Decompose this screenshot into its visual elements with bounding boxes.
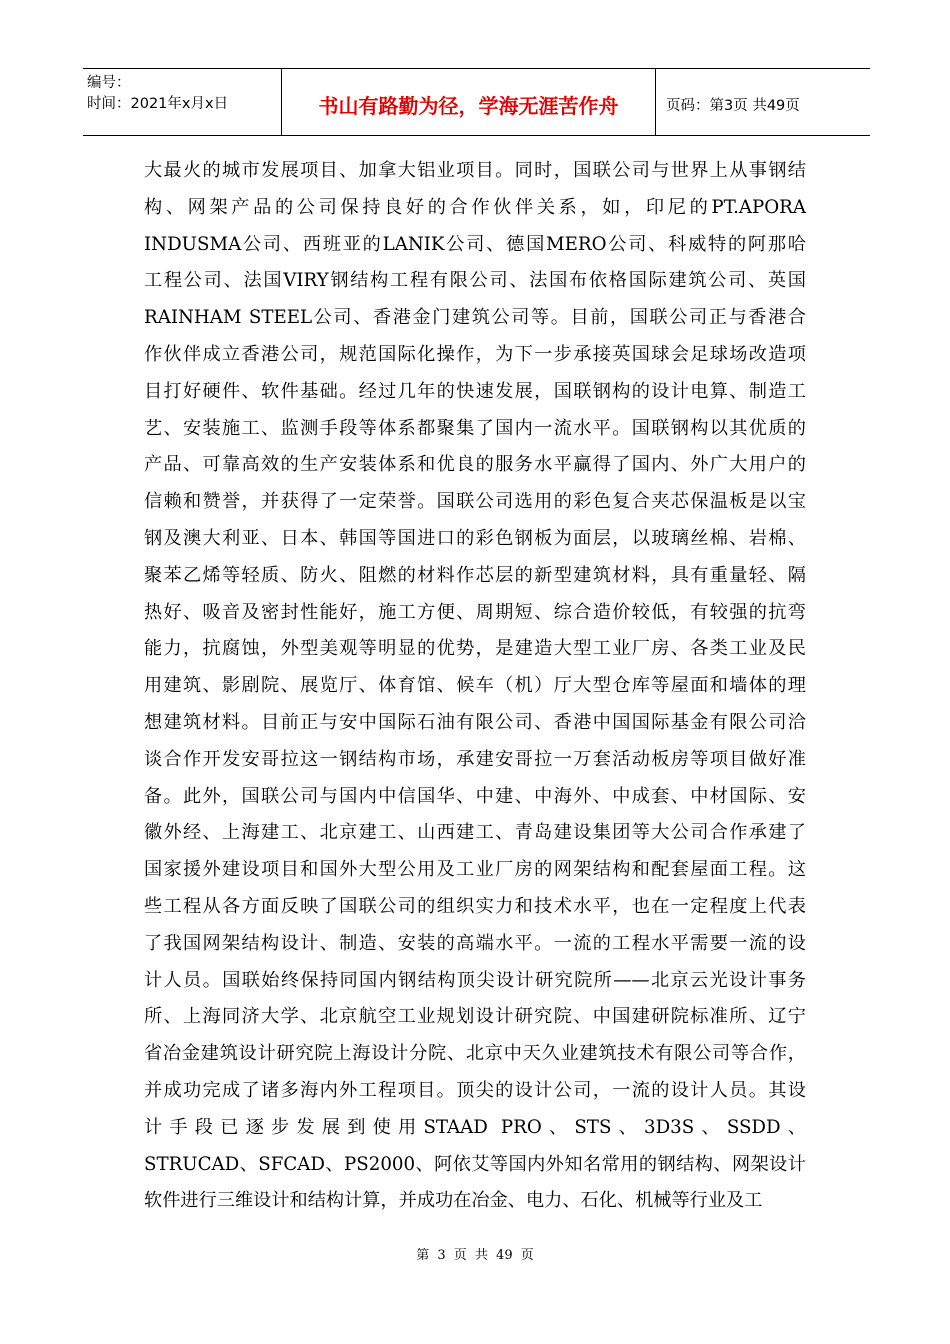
body-line: 大最火的城市发展项目、加拿大铝业项目。同时，国联公司与世界上从事钢结: [144, 160, 806, 181]
body-line: 谈合作开发安哥拉这一钢结构市场，承建安哥拉一万套活动板房等项目做好准: [144, 748, 806, 770]
body-line: 计人员。国联始终保持同国内钢结构顶尖设计研究院所——北京云光设计事务: [144, 969, 806, 991]
body-line: 国家援外建设项目和国外大型公用及工业厂房的网架结构和配套屋面工程。这: [144, 859, 806, 881]
body-line: 产品、可靠高效的生产安装体系和优良的服务水平赢得了国内、外广大用户的: [144, 454, 806, 476]
body-line: STRUCAD、SFCAD、PS2000、阿依艾等国内外知名常用的钢结构、网架设计: [144, 1153, 806, 1175]
header-motto: 书山有路勤为径，学海无涯苦作舟: [282, 69, 656, 135]
body-line: 备。此外，国联公司与国内中信国华、中建、中海外、中成套、中材国际、安: [144, 785, 806, 807]
header-page-number: 页码：第3页 共49页: [666, 97, 800, 114]
body-line: 构、网架产品的公司保持良好的合作伙伴关系，如，印尼的PT.APORA: [144, 196, 806, 218]
body-line: 聚苯乙烯等轻质、防火、阻燃的材料作芯层的新型建筑材料，具有重量轻、隔: [144, 564, 806, 586]
body-line: 想建筑材料。目前正与安中国际石油有限公司、香港中国国际基金有限公司洽: [144, 711, 806, 733]
body-line: 作伙伴成立香港公司，规范国际化操作，为下一步承接英国球会足球场改造项: [144, 343, 806, 365]
body-line: 目打好硬件、软件基础。经过几年的快速发展，国联钢构的设计电算、制造工: [144, 380, 806, 402]
document-time-label: 时间：2021年x月x日: [87, 96, 229, 112]
body-line: 钢及澳大利亚、日本、韩国等国进口的彩色钢板为面层，以玻璃丝棉、岩棉、: [144, 527, 806, 549]
body-line: 热好、吸音及密封性能好，施工方便、周期短、综合造价较低，有较强的抗弯: [144, 601, 806, 623]
document-body: [144, 153, 806, 1220]
body-line: 工程公司、法国VIRY钢结构工程有限公司、法国布依格国际建筑公司、英国: [144, 270, 806, 292]
body-line: 信赖和赞誉，并获得了一定荣誉。国联公司选用的彩色复合夹芯保温板是以宝: [144, 491, 806, 513]
body-line: 计手段已逐步发展到使用STAAD PRO、STS、3D3S、SSDD、: [144, 1116, 806, 1138]
body-line: 了我国网架结构设计、制造、安装的高端水平。一流的工程水平需要一流的设: [144, 932, 806, 954]
body-line: 艺、安装施工、监测手段等体系都聚集了国内一流水平。国联钢构以其优质的: [144, 417, 806, 439]
body-line: 用建筑、影剧院、展览厅、体育馆、候车（机）厅大型仓库等屋面和墙体的理: [144, 675, 806, 697]
body-line: 软件进行三维设计和结构计算，并成功在冶金、电力、石化、机械等行业及工: [144, 1190, 763, 1212]
body-line: 些工程从各方面反映了国联公司的组织实力和技术水平，也在一定程度上代表: [144, 895, 806, 917]
body-line: 徽外经、上海建工、北京建工、山西建工、青岛建设集团等大公司合作承建了: [144, 822, 806, 844]
body-line: 能力，抗腐蚀，外型美观等明显的优势，是建造大型工业厂房、各类工业及民: [144, 638, 806, 660]
page-footer: 第 3 页 共 49 页: [416, 1248, 534, 1263]
body-line: RAINHAM STEEL公司、香港金门建筑公司等。目前，国联公司正与香港合: [144, 307, 806, 329]
page-header: [83, 68, 870, 136]
header-meta: [83, 69, 282, 135]
body-line: 所、上海同济大学、北京航空工业规划设计研究院、中国建研院标准所、辽宁: [144, 1006, 806, 1028]
body-line: 并成功完成了诸多海内外工程项目。顶尖的设计公司，一流的设计人员。其设: [144, 1079, 806, 1101]
body-line: INDUSMA公司、西班亚的LANIK公司、德国MERO公司、科威特的阿那哈: [144, 233, 806, 255]
body-line: 省冶金建筑设计研究院上海设计分院、北京中天久业建筑技术有限公司等合作，: [144, 1043, 806, 1065]
document-number-label: 编号：: [87, 75, 131, 91]
